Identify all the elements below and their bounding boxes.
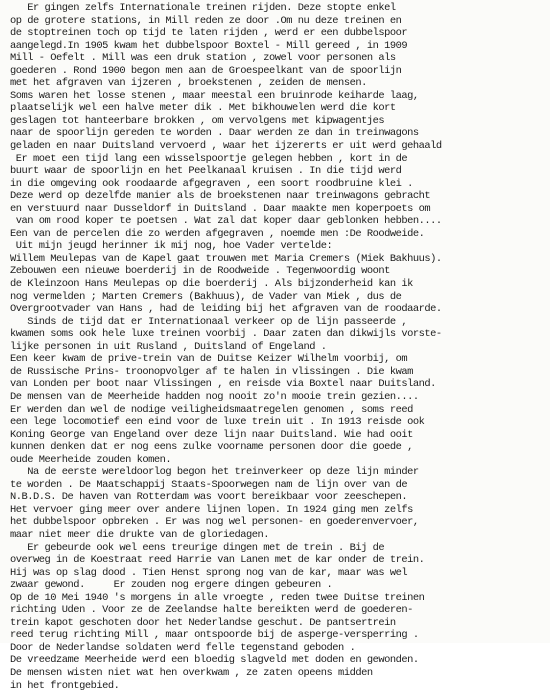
text-line: maar niet meer die drukte van de gloriedagen. (10, 528, 269, 541)
text-line: Hij was op slag dood . Tien Henst sprong nog van de kar, maar was wel (10, 566, 408, 579)
text-line: Soms waren het losse stenen , maar meestal een bruinrode keiharde laag, (10, 89, 419, 102)
text-line: Er gingen zelfs Internationale treinen rijden. Deze stopte enkel (10, 2, 396, 14)
text-line: De mensen wisten niet wat hen overkwam , ze zaten opeens midden (10, 666, 373, 679)
text-line: plaatselijk wel een halve meter dik . Met bikhouwelen werd die kort (10, 102, 396, 115)
text-line: te worden . De Maatschappij Staats-Spoorwegen nam de lijn over van de (10, 478, 408, 491)
text-line: Er moet een tijd lang een wisselspoortje gelegen hebben , kort in de (10, 152, 408, 165)
text-line: in die omgeving ook roodaarde afgegraven , een soort roodbruine klei . (10, 177, 413, 190)
typed-text-body (10, 2, 546, 692)
text-line: van om rood koper te poetsen . Wat zal dat koper daar geblonken hebben.... (10, 215, 442, 228)
text-line: op de grotere stations, in Mill reden ze door .Om nu deze treinen en (10, 14, 402, 27)
text-line: Sinds de tijd dat er Internationaal verkeer op de lijn passeerde , (10, 315, 408, 328)
text-line: zwaar gewond. Er zouden nog ergere dingen gebeuren . (10, 579, 333, 592)
text-line: Het vervoer ging meer over andere lijnen lopen. In 1924 ging men zelfs (10, 503, 413, 516)
text-line: De vreedzame Meerheide werd een bloedig slagveld met doden en gewonden. (10, 654, 419, 667)
text-line: een lege locomotief een eind voor de luxe trein uit . In 1913 reisde ook (10, 416, 425, 429)
text-line: in het frontgebied. (10, 679, 120, 692)
text-line: geladen en naar Duitsland vervoerd , waar het ijzererts er uit werd gehaald (10, 140, 442, 153)
text-line: de stoptreinen toch op tijd te laten rijden , werd er een dubbelspoor (10, 27, 408, 40)
text-line: aangelegd.In 1905 kwam het dubbelspoor Boxtel - Mill gereed , in 1909 (10, 39, 408, 52)
text-line: lijke personen in uit Rusland , Duitsland of Engeland . (10, 340, 327, 353)
text-line: met het afgraven van ijzeren , broekstenen , zeiden de mensen. (10, 77, 367, 90)
text-line: oude Meerheide zouden komen. (10, 453, 172, 466)
text-line: het dubbelspoor opbreken . Er was nog wel personen- en goederenvervoer, (10, 516, 419, 529)
text-line: Mill - Oefelt . Mill was een druk station , zowel voor personen als (10, 52, 396, 65)
text-line: naar de spoorlijn gereden te worden . Daar werden ze dan in treinwagons (10, 127, 419, 140)
text-line: goederen . Rond 1900 begon men aan de Groespeelkant van de spoorlijn (10, 64, 402, 77)
text-line: geslagen tot hanteerbare brokken , om vervolgens met kipwagentjes (10, 114, 385, 127)
text-line: kwamen soms ook hele luxe treinen voorbij . Daar zaten dan dikwijls vorste- (10, 328, 442, 341)
text-line: De mensen van de Meerheide hadden nog nooit zo'n mooie trein gezien.... (10, 390, 419, 403)
text-line: en verstuurd naar Dusseldorf in Duitsland . Daar maakte men koperpoets om (10, 202, 431, 215)
text-line: Na de eerste wereldoorlog begon het treinverkeer op deze lijn minder (10, 466, 419, 479)
text-line: Overgrootvader van Hans , had de leiding bij het afgraven van de roodaarde. (10, 303, 442, 316)
text-line: Koning George van Engeland over deze lijn naar Duitsland. Wie had ooit (10, 428, 413, 441)
text-line: Door de Nederlandse soldaten werd felle tegenstand geboden . (10, 641, 356, 654)
text-line: richting Uden . Voor ze de Zeelandse halte bereikten werd de goederen- (10, 604, 413, 617)
text-line: Een keer kwam de prive-trein van de Duitse Keizer Wilhelm voorbij, om (10, 353, 408, 366)
text-line: trein kapot geschoten door het Nederlandse geschut. De pantsertrein (10, 616, 396, 629)
text-line: de Kleinzoon Hans Meulepas op die boerderij . Als bijzonderheid kan ik (10, 278, 413, 291)
text-line: Er werden dan wel de nodige veiligheidsmaatregelen genomen , soms reed (10, 403, 413, 416)
text-line: Zebouwen een nieuwe boerderij in de Roodweide . Tegenwoordig woont (10, 265, 390, 278)
text-line: Uit mijn jeugd herinner ik mij nog, hoe Vader vertelde: (10, 240, 333, 253)
text-line: overweg in de Koestraat reed Harrie van Lanen met de kar onder de trein. (10, 554, 425, 567)
text-line: nog vermelden ; Marten Cremers (Bakhuus), de Vader van Miek , dus de (10, 290, 402, 303)
text-line: buurt waar de spoorlijn en het Peelkanaal kruisen . In die tijd werd (10, 165, 402, 178)
text-line: N.B.D.S. De haven van Rotterdam was voort bereikbaar voor zeeschepen. (10, 491, 408, 504)
text-line: Op de 10 Mei 1940 's morgens in alle vroegte , reden twee Duitse treinen (10, 591, 425, 604)
text-line: van Londen per boot naar Vlissingen , en reisde via Boxtel naar Duitsland. (10, 378, 436, 391)
text-line: kunnen denken dat er nog eens zulke voorname personen door die goede , (10, 441, 413, 454)
text-line: de Russische Prins- troonopvolger af te halen in vlissingen . Die kwam (10, 365, 413, 378)
text-line: Deze werd op dezelfde manier als de broekstenen naar treinwagons gebracht (10, 190, 431, 203)
text-line: Er gebeurde ook wel eens treurige dingen met de trein . Bij de (10, 541, 385, 554)
text-line: Willem Meulepas van de Kapel gaat trouwen met Maria Cremers (Miek Bakhuus). (10, 252, 442, 265)
text-line: Een van de percelen die zo werden afgegraven , noemde men :De Roodweide. (10, 227, 425, 240)
text-line: reed terug richting Mill , maar ontspoorde bij de asperge-versperring . (10, 629, 419, 642)
